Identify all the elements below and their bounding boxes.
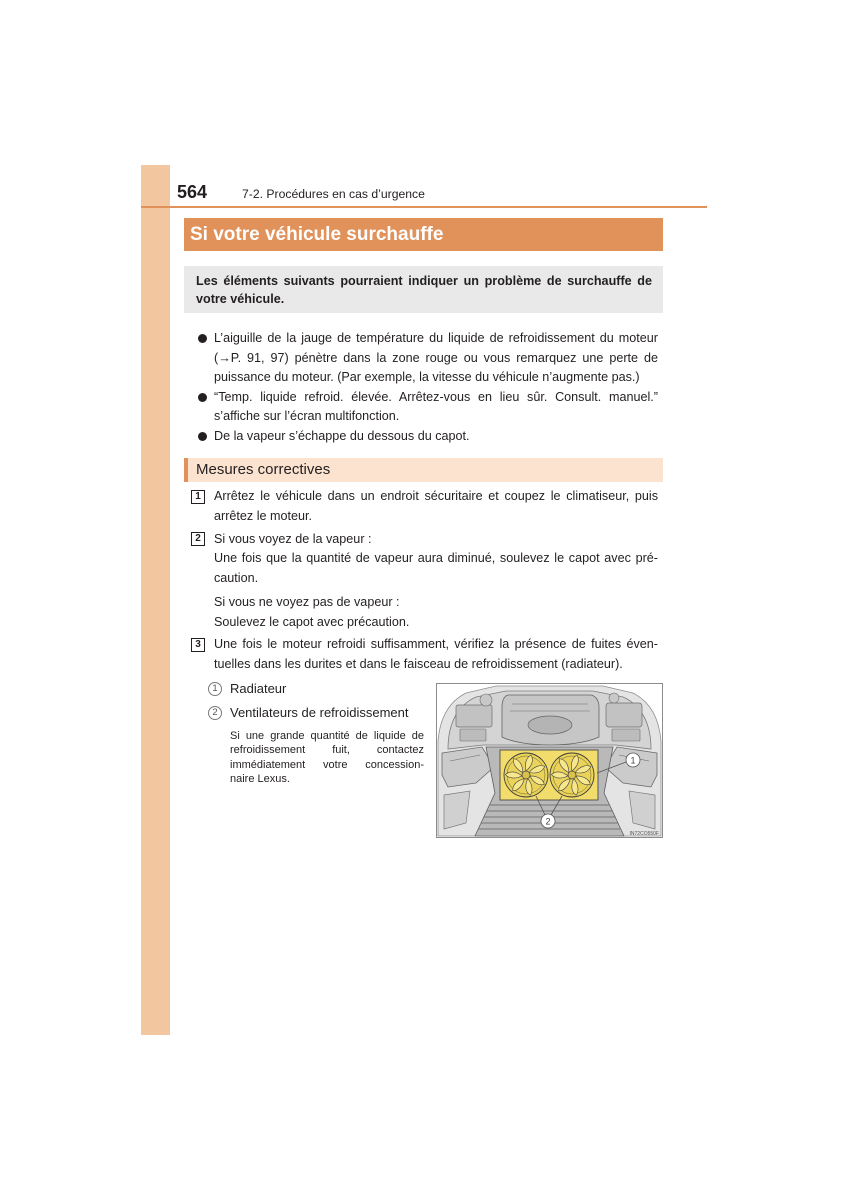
intro-line: votre véhicule. [196, 292, 285, 306]
step-text [214, 635, 658, 674]
callout-2-number: 2 [545, 816, 551, 827]
step-text-line: Arrêtez le véhicule dans un endroit sécuritaire et coupez le climatiseur, puis [214, 489, 658, 503]
legend-label: Ventilateurs de refroidissement [230, 705, 409, 720]
section-breadcrumb: 7-2. Procédures en cas d’urgence [242, 187, 425, 201]
bullet-text-line: De la vapeur s’échappe du dessous du capot. [214, 428, 470, 443]
step-text-line: tuelles dans les durites et dans le faisceau de refroidissement (radiateur). [214, 656, 623, 671]
step-text-line: Une fois le moteur refroidi suffisamment, vérifiez la présence de fuites éven- [214, 637, 658, 652]
engine-cover-emblem [528, 716, 572, 734]
legend-label: Radiateur [230, 681, 287, 696]
step-text-line: Si vous ne voyez pas de vapeur : [214, 595, 400, 609]
step-text-line: arrêtez le moteur. [214, 508, 312, 523]
fan-hub [568, 771, 576, 779]
step-text [214, 487, 658, 526]
bullet-text-line: (→P. 91, 97) pénètre dans la zone rouge ou vous remarquez une perte de [214, 350, 658, 365]
legend-number-circle: 1 [208, 682, 222, 696]
fog-lamp-left [444, 791, 470, 829]
list-item [198, 427, 658, 447]
reservoir-cap-left [480, 694, 492, 706]
note-line: naire Lexus. [230, 772, 290, 785]
list-item [198, 388, 658, 427]
fan-hub [522, 771, 530, 779]
note-line: Si une grande quantité de liquide de [230, 730, 424, 742]
symptom-list [198, 329, 658, 446]
callout-1-number: 1 [630, 755, 636, 766]
step-number-badge: 3 [191, 638, 205, 652]
bullet-text-line: “Temp. liquide refroid. élevée. Arrêtez-vous en lieu sûr. Consult. manuel.” [214, 389, 658, 404]
page-title: Si votre véhicule surchauffe [184, 218, 663, 251]
fuse-box [456, 705, 492, 727]
air-filter-box [606, 703, 642, 727]
bullet-text-line: puissance du moteur. (Par exemple, la vitesse du véhicule n’augmente pas.) [214, 370, 640, 384]
step-text-line: Une fois que la quantité de vapeur aura diminué, soulevez le capot avec pré- [214, 551, 658, 565]
chapter-tab-stripe [141, 165, 170, 1035]
step-text-line: Soulevez le capot avec précaution. [214, 614, 410, 629]
bullet-dot-icon [198, 334, 207, 343]
intro-box [184, 266, 663, 313]
bullet-text-line: s’affiche sur l’écran multifonction. [214, 409, 400, 423]
intro-line: Les éléments suivants pourraient indiquer un problème de surchauffe de [196, 274, 652, 288]
step-text [214, 593, 658, 632]
note-line: immédiatement votre concession- [230, 758, 424, 771]
right-component [612, 729, 640, 741]
subsection-heading: Mesures correctives [184, 458, 663, 482]
bullet-text-line: L’aiguille de la jauge de température du liquide de refroidissement du moteur [214, 331, 658, 345]
engine-compartment-illustration [436, 683, 663, 838]
bullet-dot-icon [198, 432, 207, 441]
list-item [198, 329, 658, 388]
fog-lamp-right [629, 791, 655, 829]
header-divider [141, 206, 707, 208]
step-number-badge: 2 [191, 532, 205, 546]
page-number: 564 [177, 182, 208, 202]
step-text-line: Si vous voyez de la vapeur : [214, 531, 372, 546]
illustration-code: IN72CO550F [629, 831, 659, 837]
cooling-fan-left [504, 753, 548, 797]
cooling-fan-right [550, 753, 594, 797]
step-text-line: caution. [214, 570, 259, 585]
legend-number-circle: 2 [208, 706, 222, 720]
left-component [460, 729, 486, 741]
bullet-dot-icon [198, 393, 207, 402]
note-text [230, 729, 424, 786]
step-number-badge: 1 [191, 490, 205, 504]
step-text [214, 530, 658, 589]
reservoir-cap-right [609, 693, 619, 703]
note-line: refroidissement fuit, contactez [230, 744, 424, 757]
